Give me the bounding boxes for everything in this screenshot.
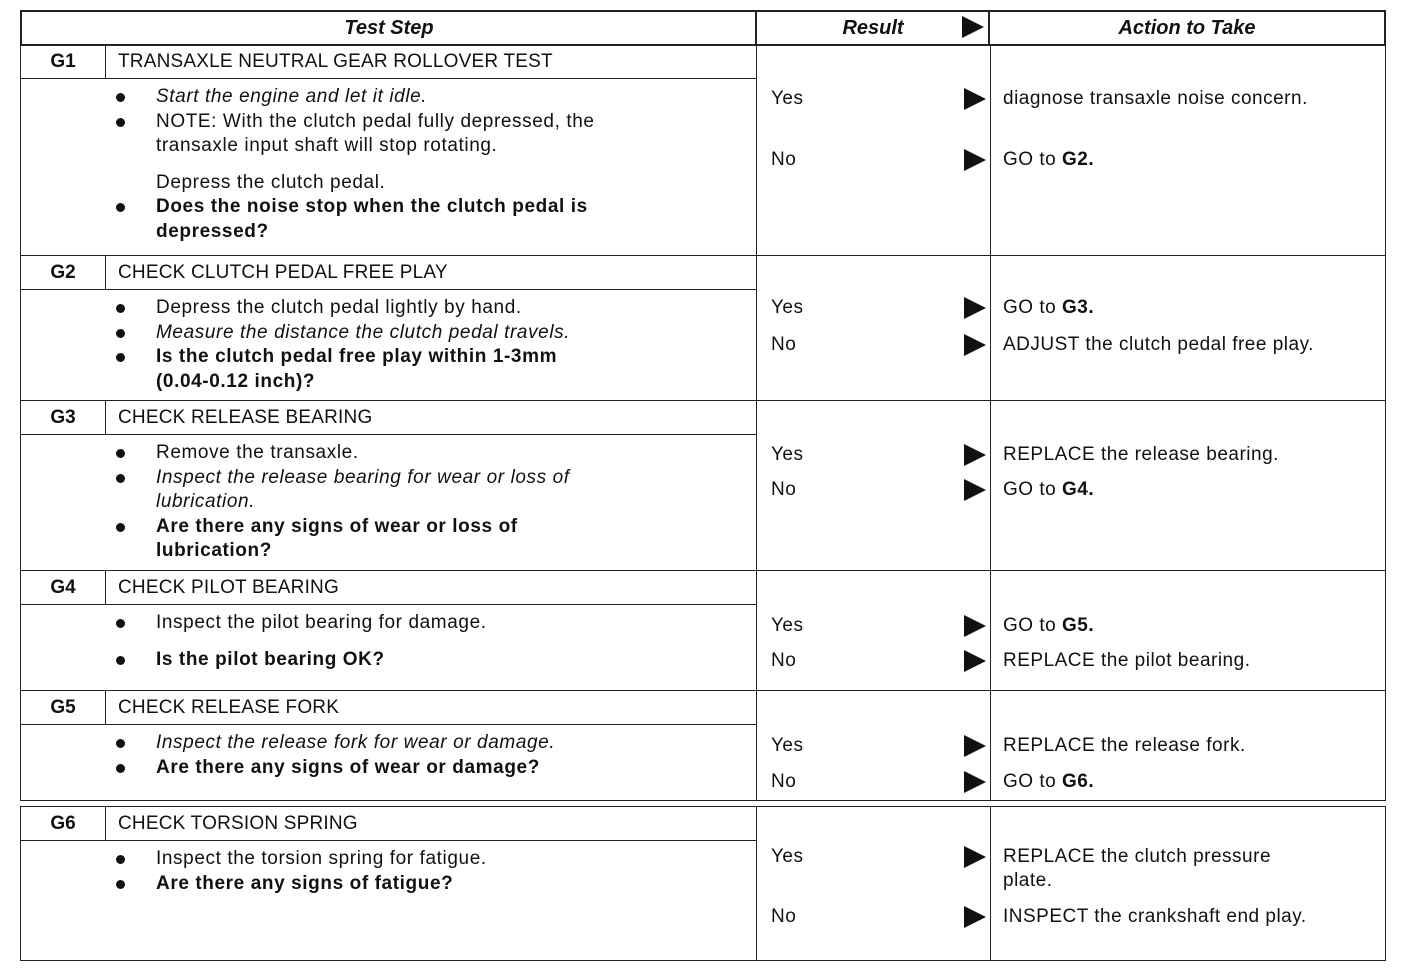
- arrow-right-icon: [964, 88, 986, 110]
- step-title: CHECK RELEASE BEARING: [106, 401, 756, 435]
- step-instruction: Inspect the release bearing for wear or loss of lubrication.: [116, 466, 736, 515]
- bullet-icon: [116, 449, 125, 458]
- bullet-icon: [116, 855, 125, 864]
- step-instruction: Are there any signs of wear or damage?: [116, 756, 736, 781]
- bullet-icon: [116, 880, 125, 889]
- header-test-step: Test Step: [20, 10, 756, 46]
- step-g6: [20, 806, 1386, 961]
- step-reference: G4.: [1061, 479, 1095, 500]
- result-cell: [756, 691, 991, 800]
- arrow-right-icon: [964, 735, 986, 757]
- step-instruction: Are there any signs of fatigue?: [116, 872, 736, 897]
- step-id: G1: [21, 45, 106, 79]
- step-title: TRANSAXLE NEUTRAL GEAR ROLLOVER TEST: [106, 45, 756, 79]
- yes_action: REPLACE the release bearing.: [1003, 444, 1279, 465]
- step-title: CHECK CLUTCH PEDAL FREE PLAY: [106, 256, 756, 290]
- action-cell: [989, 45, 1385, 255]
- step-id: G3: [21, 401, 106, 435]
- action-cell: [989, 401, 1385, 570]
- step-instruction: Depress the clutch pedal.: [156, 171, 386, 193]
- result-cell: [756, 401, 991, 570]
- step-instruction: Inspect the torsion spring for fatigue.: [116, 847, 736, 872]
- step-g1: [20, 45, 1386, 256]
- action-cell: [989, 256, 1385, 400]
- no_action: GO to G4.: [1003, 479, 1095, 500]
- yes_action: GO to G5.: [1003, 615, 1095, 636]
- arrow-right-icon: [964, 444, 986, 466]
- result-cell: [756, 807, 991, 960]
- step-g4: [20, 571, 1386, 691]
- bullet-icon: [116, 764, 125, 773]
- yes_action: REPLACE the release fork.: [1003, 735, 1246, 756]
- no_action: INSPECT the crankshaft end play.: [1003, 906, 1307, 927]
- result-no: No: [771, 650, 797, 671]
- arrow-right-icon: [964, 771, 986, 793]
- step-instructions: [116, 731, 736, 780]
- step-title: CHECK RELEASE FORK: [106, 691, 756, 725]
- no_action: GO to G6.: [1003, 771, 1095, 792]
- step-title: CHECK TORSION SPRING: [106, 807, 756, 841]
- header-action: Action to Take: [988, 10, 1386, 46]
- step-instruction: Start the engine and let it idle.: [116, 85, 736, 110]
- step-instruction: NOTE: With the clutch pedal fully depressed, the transaxle input shaft will stop rotating.: [116, 110, 736, 159]
- arrow-right-icon: [964, 297, 986, 319]
- step-id: G5: [21, 691, 106, 725]
- arrow-right-icon: [964, 149, 986, 171]
- bullet-icon: [116, 474, 125, 483]
- arrow-right-icon: [964, 906, 986, 928]
- step-reference: G3.: [1061, 297, 1095, 318]
- step-instruction: Is the pilot bearing OK?: [116, 648, 736, 673]
- result-cell: [756, 571, 991, 690]
- result-yes: Yes: [771, 615, 804, 636]
- step-reference: G2.: [1061, 149, 1095, 170]
- step-instruction: Is the clutch pedal free play within 1-3mm (0.04-0.12 inch)?: [116, 345, 736, 394]
- step-instruction: Depress the clutch pedal lightly by hand.: [116, 296, 736, 321]
- step-instructions: [116, 296, 736, 394]
- result-no: No: [771, 149, 797, 170]
- step-instructions: [116, 611, 736, 672]
- yes_action: GO to G3.: [1003, 297, 1095, 318]
- step-g5: [20, 691, 1386, 801]
- step-instructions: [116, 441, 736, 564]
- result-yes: Yes: [771, 846, 804, 867]
- bullet-icon: [116, 656, 125, 665]
- step-instruction: Measure the distance the clutch pedal travels.: [116, 321, 736, 346]
- bullet-icon: [116, 739, 125, 748]
- result-yes: Yes: [771, 297, 804, 318]
- no_action: REPLACE the pilot bearing.: [1003, 650, 1251, 671]
- step-reference: G6.: [1061, 771, 1095, 792]
- step-instruction: Inspect the release fork for wear or damage.: [116, 731, 736, 756]
- result-no: No: [771, 479, 797, 500]
- step-g3: [20, 401, 1386, 571]
- step-instructions: [116, 847, 736, 896]
- action-cell: [989, 807, 1385, 960]
- bullet-icon: [116, 93, 125, 102]
- bullet-icon: [116, 329, 125, 338]
- arrow-right-icon: [964, 615, 986, 637]
- bullet-icon: [116, 304, 125, 313]
- action-cell: [989, 571, 1385, 690]
- action-cell: [989, 691, 1385, 800]
- arrow-right-icon: [964, 334, 986, 356]
- step-id: G2: [21, 256, 106, 290]
- bullet-icon: [116, 353, 125, 362]
- result-no: No: [771, 334, 797, 355]
- step-instruction: Remove the transaxle.: [116, 441, 736, 466]
- bullet-icon: [116, 523, 125, 532]
- arrow-right-icon: [964, 846, 986, 868]
- step-id: G4: [21, 571, 106, 605]
- bullet-icon: [116, 619, 125, 628]
- step-reference: G5.: [1061, 615, 1095, 636]
- bullet-icon: [116, 203, 125, 212]
- yes_action: REPLACE the clutch pressure plate.: [1003, 846, 1272, 891]
- result-no: No: [771, 771, 797, 792]
- step-id: G6: [21, 807, 106, 841]
- yes_action: diagnose transaxle noise concern.: [1003, 88, 1308, 109]
- step-instruction: Inspect the pilot bearing for damage.: [116, 611, 736, 636]
- result-no: No: [771, 906, 797, 927]
- result-yes: Yes: [771, 444, 804, 465]
- step-g2: [20, 256, 1386, 401]
- result-yes: Yes: [771, 88, 804, 109]
- step-instruction: Does the noise stop when the clutch pedal is depressed?: [116, 195, 736, 244]
- header-result: Result: [755, 10, 989, 46]
- step-instruction: Are there any signs of wear or loss of lubrication?: [116, 515, 736, 564]
- result-cell: [756, 256, 991, 400]
- step-instructions: [116, 85, 736, 244]
- arrow-right-icon: [964, 479, 986, 501]
- step-title: CHECK PILOT BEARING: [106, 571, 756, 605]
- result-cell: [756, 45, 991, 255]
- arrow-right-icon: [964, 650, 986, 672]
- result-yes: Yes: [771, 735, 804, 756]
- no_action: GO to G2.: [1003, 149, 1095, 170]
- no_action: ADJUST the clutch pedal free play.: [1003, 334, 1314, 355]
- header-arrow-icon: [962, 16, 984, 38]
- bullet-icon: [116, 118, 125, 127]
